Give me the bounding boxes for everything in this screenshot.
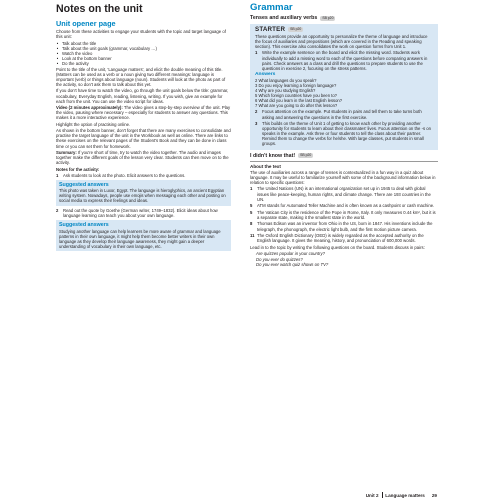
summary-paragraph (56, 150, 231, 165)
bullet-item: • Talk about the title (56, 41, 231, 46)
summary-label: Summary: (56, 149, 77, 155)
fact-text: ATM stands for Automated Teller Machine and is often known as a cashpoint or cash machine. (257, 203, 435, 209)
online-paragraph: Highlight the option of practising online. (56, 121, 131, 127)
quiz-subheading: I didn't know that! (250, 152, 296, 159)
step-number: 3 (255, 120, 258, 126)
starter-box (250, 24, 438, 150)
step-text: Focus attention on the example. Put students in pairs and tell them to take turns both asking and answering the questions in the first exercise. (262, 109, 422, 120)
item-number: 2 (56, 208, 59, 214)
fact-text: Thomas Edison was an inventor from Ohio in the US, born in 1847. His inventions include the telegraph, the phonograph, the electric light bulb, and the first motion picture camera. (257, 221, 433, 232)
suggested-answers-text: Studying another language can help learners be more aware of grammar and language patterns in their own language, it might help them become better writers in their own language as they develop their language awareness, they might gain a deeper understanding of vocabulary in their own language, etc. (59, 228, 221, 249)
answer-line: 6 What did you learn in the last English lesson? (255, 98, 343, 104)
about-text-heading: About the text (250, 163, 281, 169)
page-footer (337, 491, 437, 499)
discussion-question: Do you ever do quizzes? (256, 256, 303, 262)
fact-item (250, 233, 438, 243)
answer-line: 4 Why are you studying English? (255, 88, 316, 94)
intro-paragraph: Choose from these activities to engage your students with the topic and target language of this unit: (56, 29, 226, 40)
starter-label: STARTER (255, 25, 286, 33)
fact-number: 5 (250, 209, 253, 215)
answers-title: Answers (255, 71, 276, 77)
video-paragraph (56, 105, 231, 120)
bullet-item: • Do the activity (56, 61, 231, 66)
discussion-questions (250, 251, 438, 266)
lead-in-paragraph: Lead in to the topic by writing the following questions on the board. Students discuss in pairs: (250, 245, 425, 250)
discussion-question: Are quizzes popular in your country? (256, 251, 325, 257)
summary-text: If you're short of time, try to watch the video together. The audio and images together make the different goals of the lesson very clear. Students can then move on to the activity. (56, 149, 229, 166)
page-number: 29 (431, 492, 437, 498)
activity-bullet-list (56, 41, 231, 67)
banner-paragraph: As shown in the bottom banner, don't forget that there are many exercises to consolidate and practise the target language of the unit in the Workbook as well as online. There are links to these exercises on the relevant pages of the Student's Book and they can be done in class time or you can set them for homework. (56, 128, 231, 149)
fact-number: 8 (250, 221, 253, 227)
suggested-answers-title: Suggested answers (59, 222, 109, 229)
fact-item (250, 210, 438, 220)
item-text: Ask students to look at the photo. Elicit answers to the questions. (63, 172, 186, 178)
tenses-subheading-row (250, 15, 438, 22)
section-divider (250, 161, 438, 162)
suggested-answers-box-2 (56, 220, 231, 251)
footer-unit-label: Unit 2 (365, 492, 379, 498)
page-title: Notes on the unit (56, 3, 143, 15)
bullet-item: • Look at the bottom banner (56, 56, 231, 61)
page-reference-badge: SB p20 (322, 15, 334, 20)
unit-opener-heading: Unit opener page (56, 19, 116, 28)
footer-unit-title: Language matters (385, 492, 425, 498)
fact-text: The United Nations (UN) is an international organization set up in 1945 to deal with global issues like peace-keeping, human rights, and climate change. There are 193 countries in the UN. (257, 186, 431, 202)
answer-line: 7 What are you going to do after this lesson? (255, 103, 338, 109)
suggested-answers-title: Suggested answers (59, 181, 109, 188)
fact-item (250, 221, 438, 231)
starter-intro: These questions provide an opportunity to personalize the theme of language and introduce the focus of auxiliaries and prepositions (which are covered in the Reading and speaking section). This exercise also consolidates the work on question forms from Unit 1. (255, 33, 428, 49)
fact-number: 5 (250, 203, 253, 209)
left-column (56, 3, 231, 254)
starter-step-2 (255, 109, 433, 119)
fact-number: 1 (250, 186, 253, 192)
answer-line: 5 Which foreign countries have you been to? (255, 93, 337, 99)
activity-item-1 (56, 173, 231, 178)
fact-text: The Vatican City is the residence of the Pope in Rome, Italy. It only measures 0.44 km², but it is a separate state, making it the smallest state in the world. (257, 209, 436, 220)
fact-item (250, 203, 438, 208)
step-text: Write the example sentence on the board and elicit the missing word. Students work individually to add a missing word to each of the questions before comparing answers in pairs. Check answers as a class and drill the questions to prepare students to use the questions in exercise 2, focusing on the stress patterns. (262, 50, 428, 71)
answer-line: 3 Do you enjoy learning a foreign language? (255, 83, 337, 89)
starter-step-3 (255, 121, 433, 147)
item-text: Read out the quote by Goethe (German writer, 1749–1832). Elicit ideas about how language learning can teach you about your own language. (63, 208, 218, 219)
item-number: 1 (56, 172, 59, 178)
title-paragraph: Point to the title of the unit, 'Language matters', and elicit the double meaning of this title. (Matters can be used as a verb or a noun giving two different meanings: language is important (verb) or things about language (noun). Students will look at the photo as part of the activity, so don't ask them to talk about this yet. (56, 66, 226, 88)
notes-label: Notes for the activity: (56, 166, 100, 172)
fact-number: 11 (250, 233, 255, 239)
right-column (250, 3, 438, 267)
bullet-item: • Watch the video (56, 51, 231, 56)
page-reference-badge: SB p20 (300, 153, 312, 158)
starter-step-1 (255, 50, 433, 71)
footer-separator (382, 492, 383, 498)
fact-text: The Oxford English Dictionary (OED) is widely regarded as the accepted authority on the English language. It gives the meaning, history, and pronunciation of 600,000 words. (257, 233, 424, 244)
bullet-item: • Talk about the unit goals (grammar, vocabulary …) (56, 46, 231, 51)
answer-line: 2 What languages do you speak? (255, 77, 317, 83)
tenses-subheading: Tenses and auxiliary verbs (250, 15, 318, 21)
unit-goals-paragraph: If you don't have time to watch the video, go through the unit goals below the title: grammar, vocabulary, Everyday English, reading, listening, writing. If you wish, give an example for each from the unit. You can use the video script for ideas. (56, 88, 229, 104)
quiz-subheading-row (250, 153, 438, 160)
discussion-question: Do you ever watch quiz shows on TV? (256, 261, 329, 267)
suggested-answers-text: This photo was taken in Luxor, Egypt. The language is hieroglyphics, an ancient Egyptian writing system. Nowadays, people use emojis when messaging each other and posting on social media to express their feelings and ideas. (59, 188, 226, 204)
starter-header (255, 26, 433, 34)
about-text-intro: The use of auxiliaries across a range of tenses is contextualized in a fun way in a quiz about language. It may be useful to familiarize yourself with some of the background information below in relation to specific questions: (250, 169, 436, 186)
step-number: 2 (255, 109, 258, 115)
activity-item-2 (56, 208, 231, 218)
video-text: The video gives a step-by-step overview of the unit. Play the video, pausing where necessary – especially for students to answer any questions. This makes it a more interactive experience. (56, 105, 231, 121)
suggested-answers-box-1 (56, 180, 231, 206)
step-text: This builds on the theme of Unit 1 of getting to know each other by providing another opportunity for students to learn about their classmates' lives. Focus attention on the -s on speaks in the example. Ask three or four students to tell the class about their partner. Remind them to change the verbs for he/she. With large classes, put students in small groups. (262, 120, 432, 147)
fact-item (250, 186, 438, 201)
page-reference-badge: SB p20 (290, 27, 302, 31)
step-number: 1 (255, 50, 258, 56)
video-label: Video (2 minutes approximately): (56, 105, 123, 111)
grammar-heading: Grammar (250, 2, 293, 13)
